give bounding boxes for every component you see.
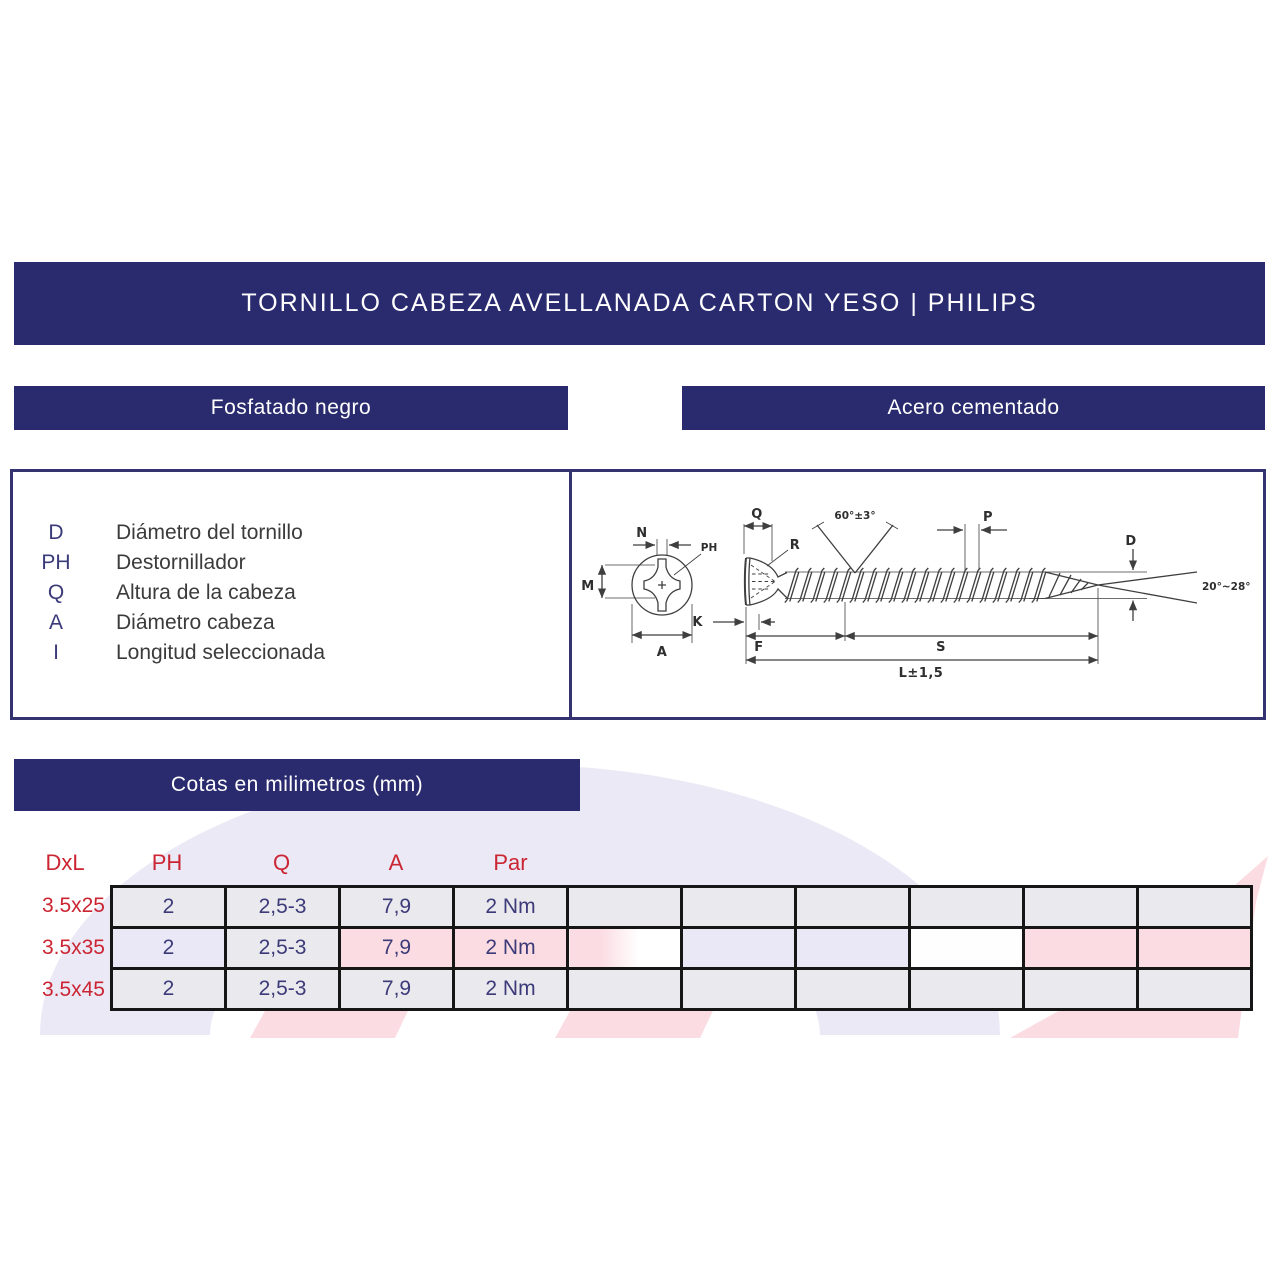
table-col-header-a: A xyxy=(388,850,404,875)
legend-description: Diámetro cabeza xyxy=(116,611,275,634)
dim-label-tip-angle: 20°~28° xyxy=(1202,581,1251,593)
finish-right-text: Acero cementado xyxy=(887,396,1060,419)
legend-symbol: D xyxy=(48,521,64,544)
title-banner xyxy=(14,262,1265,345)
legend-item xyxy=(30,638,325,668)
table-row-label: 3.5x25 xyxy=(41,894,105,917)
table-col-header-q: Q xyxy=(272,850,291,875)
screw-side-view xyxy=(692,507,1250,681)
table-cell xyxy=(568,887,682,928)
legend-item xyxy=(30,578,325,608)
table-cell: 2 Nm xyxy=(454,887,568,928)
table-cell xyxy=(568,928,682,969)
table-cell xyxy=(682,928,796,969)
units-banner xyxy=(14,759,580,811)
table-cell: 2 Nm xyxy=(454,969,568,1010)
table-cell xyxy=(1138,887,1252,928)
table-cell xyxy=(1138,969,1252,1010)
table-cell: 2 Nm xyxy=(454,928,568,969)
table-corner-header: DxL xyxy=(45,850,85,875)
dim-label-f: F xyxy=(754,640,764,655)
dim-label-n: N xyxy=(636,526,648,541)
units-text: Cotas en milimetros (mm) xyxy=(170,773,424,796)
table-cell xyxy=(682,969,796,1010)
table-cell: 2,5-3 xyxy=(226,887,340,928)
table-cell xyxy=(796,887,910,928)
legend-symbol: A xyxy=(48,611,63,634)
finish-left-text: Fosfatado negro xyxy=(210,396,372,419)
dim-label-l: L±1,5 xyxy=(898,666,944,681)
dim-label-m: M xyxy=(581,579,595,594)
table-row-label: 3.5x35 xyxy=(41,936,105,959)
table-cell xyxy=(910,887,1024,928)
dim-label-d: D xyxy=(1125,534,1137,549)
table-cell: 2 xyxy=(112,887,226,928)
table-row-label: 3.5x45 xyxy=(41,978,105,1001)
table-cell xyxy=(1024,969,1138,1010)
dim-label-k: K xyxy=(692,615,703,630)
legend-symbol: I xyxy=(53,641,59,664)
legend-description: Diámetro del tornillo xyxy=(116,521,303,544)
table-col-header-ph: PH xyxy=(151,850,183,875)
dim-label-q: Q xyxy=(751,507,763,522)
legend-item xyxy=(30,548,325,578)
table-col-header-par: Par xyxy=(493,850,528,875)
dim-label-p: P xyxy=(982,510,994,525)
legend-description: Altura de la cabeza xyxy=(116,581,296,604)
dim-label-r: R xyxy=(789,538,801,553)
finish-banner-fosfatado xyxy=(14,386,568,430)
screw-technical-drawing xyxy=(569,469,1266,720)
dim-label-a: A xyxy=(656,645,668,660)
legend-item xyxy=(30,608,325,638)
table-cell xyxy=(910,928,1024,969)
legend-item xyxy=(30,518,325,548)
table-cell xyxy=(796,969,910,1010)
title-text: TORNILLO CABEZA AVELLANADA CARTON YESO | PHILIPS xyxy=(241,289,1038,317)
table-cell: 7,9 xyxy=(340,928,454,969)
dim-label-head-angle: 60°±3° xyxy=(834,510,876,522)
legend-symbol: PH xyxy=(41,551,71,574)
table-row xyxy=(112,969,1252,1010)
finish-banner-acero xyxy=(682,386,1265,430)
table-cell xyxy=(796,928,910,969)
table-cell xyxy=(568,969,682,1010)
table-cell xyxy=(910,969,1024,1010)
dimension-legend xyxy=(30,518,325,668)
dimensions-table xyxy=(110,885,1253,1011)
table-cell xyxy=(682,887,796,928)
legend-description: Longitud seleccionada xyxy=(116,641,325,664)
dim-label-s: S xyxy=(936,640,946,655)
dim-label-ph: PH xyxy=(700,542,718,554)
table-row xyxy=(112,928,1252,969)
legend-description: Destornillador xyxy=(116,551,246,574)
table-cell: 7,9 xyxy=(340,887,454,928)
table-cell xyxy=(1024,887,1138,928)
table-cell xyxy=(1024,928,1138,969)
head-top-view xyxy=(581,526,717,660)
table-cell: 7,9 xyxy=(340,969,454,1010)
legend-symbol: Q xyxy=(47,581,65,604)
table-cell xyxy=(1138,928,1252,969)
table-cell: 2 xyxy=(112,928,226,969)
table-cell: 2,5-3 xyxy=(226,928,340,969)
table-cell: 2 xyxy=(112,969,226,1010)
table-row xyxy=(112,887,1252,928)
table-cell: 2,5-3 xyxy=(226,969,340,1010)
